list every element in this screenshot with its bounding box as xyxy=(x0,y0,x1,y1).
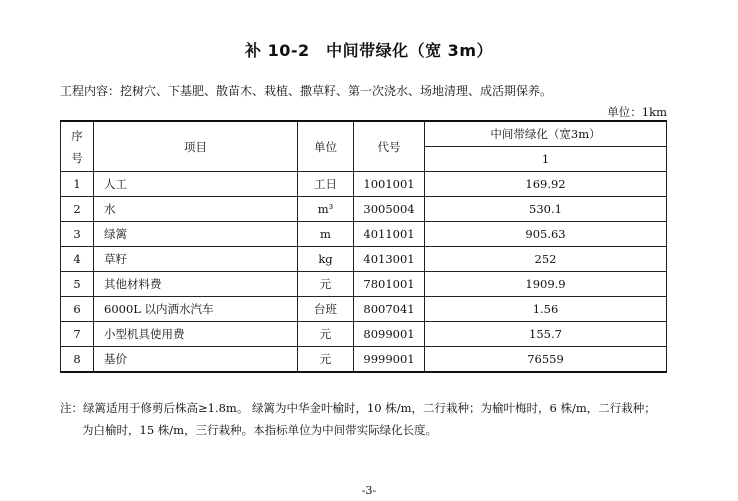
header-item: 项目 xyxy=(94,121,298,172)
cell-item: 6000L 以内洒水汽车 xyxy=(94,297,298,322)
cell-item: 绿篱 xyxy=(94,222,298,247)
cell-value: 169.92 xyxy=(425,172,667,197)
cell-item: 水 xyxy=(94,197,298,222)
cell-code: 8007041 xyxy=(354,297,425,322)
cell-item: 人工 xyxy=(94,172,298,197)
quota-table xyxy=(60,120,667,373)
cell-code: 9999001 xyxy=(354,347,425,373)
table-row xyxy=(61,247,667,272)
cell-seq: 6 xyxy=(61,297,94,322)
cell-value: 252 xyxy=(425,247,667,272)
cell-value: 530.1 xyxy=(425,197,667,222)
cell-unit: 工日 xyxy=(298,172,354,197)
table-header-row xyxy=(61,121,667,147)
table-row xyxy=(61,172,667,197)
cell-code: 8099001 xyxy=(354,322,425,347)
header-group-col: 1 xyxy=(425,147,667,172)
table-row xyxy=(61,272,667,297)
header-seq-label: 序号 xyxy=(71,128,83,165)
unit-note: 单位：1km xyxy=(607,105,667,119)
cell-value: 76559 xyxy=(425,347,667,373)
page-number: -3- xyxy=(361,484,377,497)
cell-unit: 元 xyxy=(298,272,354,297)
footnote-line-1: 注：绿篱适用于修剪后株高≥1.8m。 绿篱为中华金叶榆时，10 株/m，二行栽种；为榆叶梅时，6 株/m，二行栽种； xyxy=(60,401,656,415)
cell-seq: 1 xyxy=(61,172,94,197)
cell-code: 3005004 xyxy=(354,197,425,222)
cell-value: 1909.9 xyxy=(425,272,667,297)
footnote xyxy=(60,397,680,441)
cell-value: 155.7 xyxy=(425,322,667,347)
cell-seq: 5 xyxy=(61,272,94,297)
header-seq xyxy=(61,121,94,172)
work-content: 工程内容：挖树穴、下基肥、散苗木、栽植、撒草籽、第一次浇水、场地清理、成活期保养。 xyxy=(60,84,553,98)
header-code: 代号 xyxy=(354,121,425,172)
cell-seq: 7 xyxy=(61,322,94,347)
cell-value: 905.63 xyxy=(425,222,667,247)
cell-unit: kg xyxy=(298,247,354,272)
cell-unit: 元 xyxy=(298,347,354,373)
cell-item: 其他材料费 xyxy=(94,272,298,297)
table-row xyxy=(61,222,667,247)
cell-unit: m xyxy=(298,222,354,247)
cell-unit: m³ xyxy=(298,197,354,222)
cell-item: 草籽 xyxy=(94,247,298,272)
cell-item: 小型机具使用费 xyxy=(94,322,298,347)
table-row xyxy=(61,297,667,322)
cell-value: 1.56 xyxy=(425,297,667,322)
cell-seq: 4 xyxy=(61,247,94,272)
header-unit: 单位 xyxy=(298,121,354,172)
header-group: 中间带绿化（宽3m） xyxy=(425,121,667,147)
cell-seq: 3 xyxy=(61,222,94,247)
cell-code: 4011001 xyxy=(354,222,425,247)
page-title: 补 10-2 中间带绿化（宽 3m） xyxy=(245,41,493,60)
cell-seq: 2 xyxy=(61,197,94,222)
cell-unit: 台班 xyxy=(298,297,354,322)
footnote-line-2: 为白榆时，15 株/m，三行栽种。本指标单位为中间带实际绿化长度。 xyxy=(82,423,438,437)
cell-unit: 元 xyxy=(298,322,354,347)
cell-code: 1001001 xyxy=(354,172,425,197)
table-row xyxy=(61,322,667,347)
cell-code: 7801001 xyxy=(354,272,425,297)
cell-code: 4013001 xyxy=(354,247,425,272)
cell-item: 基价 xyxy=(94,347,298,373)
cell-seq: 8 xyxy=(61,347,94,373)
table-row xyxy=(61,197,667,222)
table-row xyxy=(61,347,667,373)
